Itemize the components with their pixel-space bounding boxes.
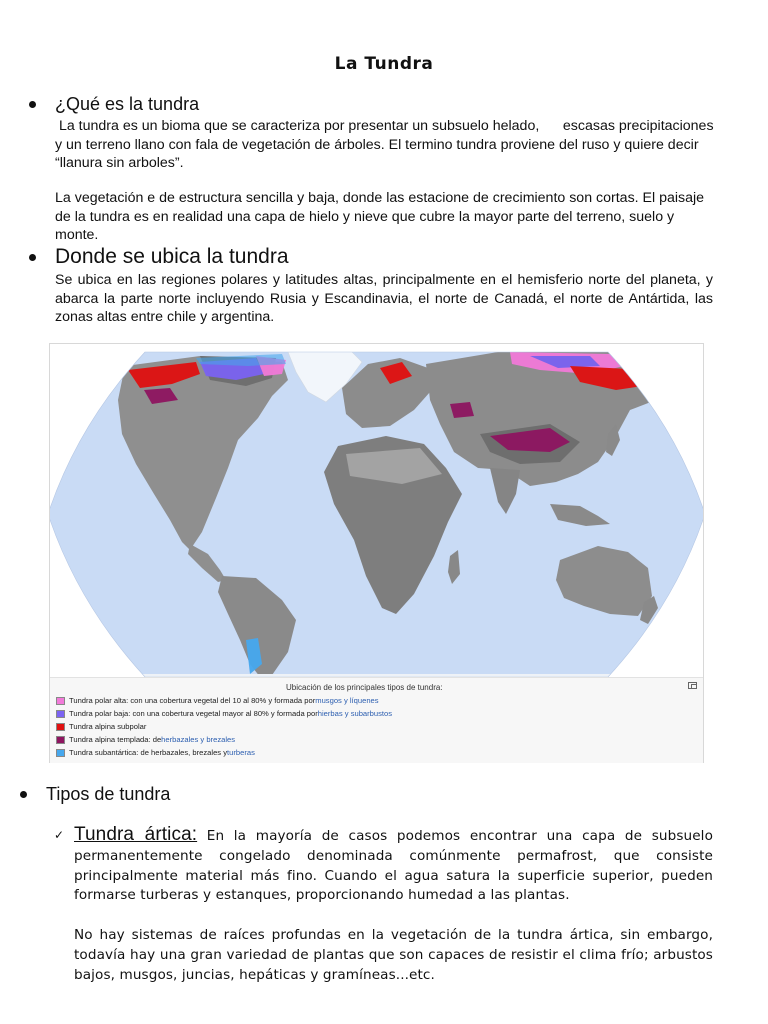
legend-item-alpina-subpolar: Tundra alpina subpolar	[56, 722, 146, 731]
paragraph-tundra-artica: Tundra ártica: En la mayoría de casos podemos encontrar una capa de subsuelo permanentemente congelado denominada comúnmente permafrost, que consiste principalmente material más fino. Cuando el agua satura la superficie superior, pueden formarse turberas y estanques, proporcionando humedad a las plantas.	[74, 824, 713, 904]
bullet-icon	[20, 791, 27, 798]
page-title: La Tundra	[334, 54, 434, 74]
expand-icon[interactable]	[688, 682, 697, 689]
paragraph-definition: La tundra es un bioma que se caracteriza por presentar un subsuelo helado, escasas precipitaciones y un terreno llano con fala de vegetación de árboles. El termino tundra proviene del ruso y quiere decir “llanura sin arboles”.	[55, 118, 718, 171]
paragraph-location: Se ubica en las regiones polares y latitudes altas, principalmente en el hemisferio norte del planeta, y abarca la parte norte incluyendo Rusia y Escandinavia, el norte de Canadá, el norte de Antártida, las zonas altas entre chile y argentina.	[55, 272, 713, 325]
swatch-purple	[56, 736, 65, 744]
section-heading-que-es	[29, 94, 199, 115]
tundra-map-figure	[49, 343, 704, 763]
section-heading-tipos	[20, 784, 170, 805]
paragraph-vegetation: La vegetación e de estructura sencilla y baja, donde las estacione de crecimiento son cortas. El paisaje de la tundra es en realidad una capa de hielo y nieve que cubre la mayor parte del terreno, suelo y monte.	[55, 190, 705, 243]
section-heading-text: Tipos de tundra	[46, 784, 171, 804]
swatch-red	[56, 723, 65, 731]
legend-caption: Ubicación de los principales tipos de tundra:	[286, 683, 443, 692]
bullet-icon	[29, 101, 36, 108]
section-heading-text: ¿Qué es la tundra	[55, 94, 200, 114]
legend-link[interactable]: musgos y líquenes	[315, 696, 379, 705]
paragraph-raices: No hay sistemas de raíces profundas en la vegetación de la tundra ártica, sin embargo, todavía hay una gran variedad de plantas que son capaces de resistir el clima frío; arbustos bajos, musgos, juncias, hepáticas y gramíneas...etc.	[74, 927, 713, 983]
map-legend	[50, 677, 703, 763]
legend-item-polar-baja: Tundra polar baja: con una cobertura vegetal mayor al 80% y formada por hierbas y subarbustos	[56, 709, 392, 718]
legend-link[interactable]: hierbas y subarbustos	[317, 709, 393, 718]
legend-link[interactable]: turberas	[227, 748, 255, 757]
swatch-violet	[56, 710, 65, 718]
checkmark-icon: ✓	[54, 828, 65, 842]
term-tundra-artica: Tundra ártica:	[74, 824, 198, 845]
section-heading-ubicacion	[29, 245, 289, 269]
bullet-icon	[29, 254, 36, 261]
list-item-tundra-artica	[54, 825, 713, 986]
section-heading-text: Donde se ubica la tundra	[55, 245, 289, 268]
swatch-blue	[56, 749, 65, 757]
world-map-image	[50, 344, 703, 677]
legend-link[interactable]: herbazales y brezales	[161, 735, 236, 744]
swatch-pink	[56, 697, 65, 705]
legend-item-polar-alta: Tundra polar alta: con una cobertura vegetal del 10 al 80% y formada por musgos y líquenes	[56, 696, 379, 705]
legend-item-subantartica: Tundra subantártica: de herbazales, brezales y turberas	[56, 748, 255, 757]
legend-item-alpina-templada: Tundra alpina templada: de herbazales y brezales	[56, 735, 235, 744]
